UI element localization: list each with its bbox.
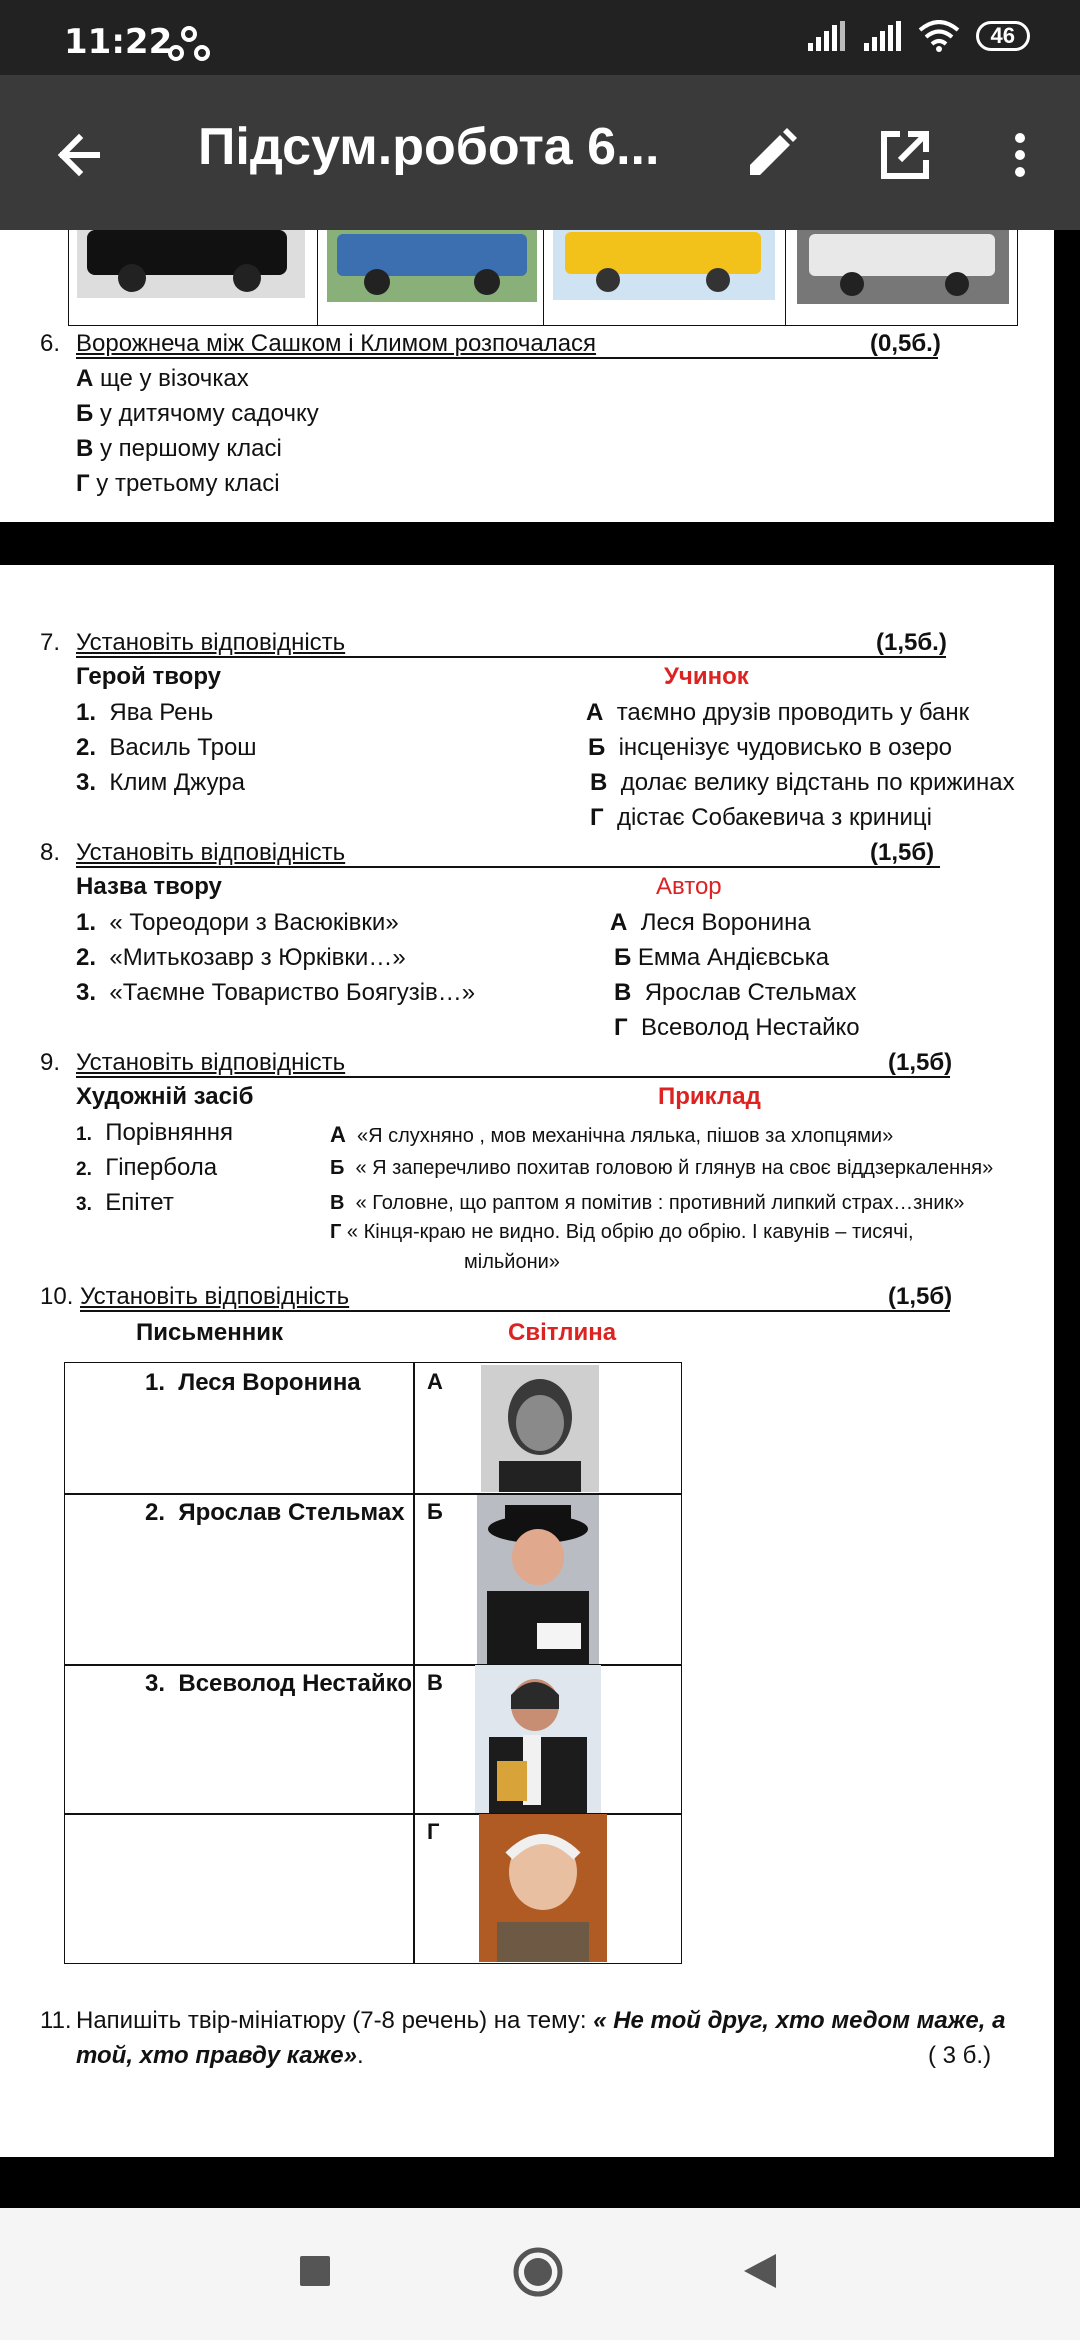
q8-question: Установіть відповідність [76, 839, 346, 866]
q9-right-c: В « Головне, що раптом я помітив : противний липкий страх…зник» [330, 1192, 965, 1214]
writers-photos-table [64, 1362, 682, 1964]
q7-number: 7. [40, 629, 61, 656]
q9-left-1: 1. Порівняння [76, 1119, 233, 1146]
q6-option-d: Г у третьому класі [76, 470, 280, 497]
table-divider [413, 1363, 415, 1963]
q9-right-d-continued: мільйони» [464, 1251, 560, 1273]
photo-letter-c: В [427, 1670, 443, 1695]
q9-right-b: Б « Я заперечливо похитав головою й глянув на своє віддзеркалення» [330, 1157, 994, 1179]
black-car-photo [77, 230, 305, 298]
writer-row-2: 2. Ярослав Стельмах [145, 1499, 405, 1526]
system-nav-bar [0, 2208, 1080, 2340]
q7-right-header: Учинок [664, 663, 749, 690]
q7-right-a: А таємно друзів проводить у банк [586, 699, 970, 726]
back-arrow-icon[interactable] [45, 120, 115, 190]
q7-left-2: 2. Василь Трош [76, 734, 257, 761]
photo-letter-a: А [427, 1369, 443, 1394]
q9-number: 9. [40, 1049, 61, 1076]
q8-right-b: Б Емма Андієвська [614, 944, 830, 971]
yellow-car-photo [553, 230, 775, 300]
blue-car-photo [327, 230, 537, 302]
q7-right-d: Г дістає Собакевича з криниці [590, 804, 932, 831]
q6-option-c: В у першому класі [76, 435, 282, 462]
writer-photo-a [481, 1365, 599, 1492]
writer-row-1: 1. Леся Воронина [145, 1369, 361, 1396]
page-gap [0, 522, 1080, 565]
q7-left-3: 3. Клим Джура [76, 769, 245, 796]
q9-question: Установіть відповідність [76, 1049, 346, 1076]
q6-points: (0,5б.) [870, 330, 941, 357]
car-cell-3 [543, 230, 786, 325]
q10-left-header: Письменник [136, 1319, 283, 1346]
status-time: 11:22 [64, 22, 173, 62]
q8-right-c: В Ярослав Стельмах [614, 979, 857, 1006]
q6-number: 6. [40, 330, 61, 357]
q9-right-a: А «Я слухняно , мов механічна лялька, пішов за хлопцями» [330, 1122, 894, 1147]
writer-photo-b [477, 1495, 599, 1664]
q7-question: Установіть відповідність [76, 629, 346, 656]
white-car-photo [797, 230, 1009, 304]
q10-right-header: Світлина [508, 1319, 617, 1346]
q8-number: 8. [40, 839, 61, 866]
status-bar [0, 0, 1080, 75]
status-icons [806, 20, 1030, 52]
signal-icon-2 [862, 21, 902, 51]
share-notification-icon [168, 26, 210, 62]
q7-underline [76, 656, 946, 658]
wifi-icon [918, 20, 960, 52]
q8-points: (1,5б) [870, 839, 935, 866]
signal-icon [806, 21, 846, 51]
q9-right-d: Г « Кінця-краю не видно. Від обрію до обрію. І кавунів – тисячі, [330, 1221, 914, 1243]
q10-points: (1,5б) [888, 1283, 953, 1310]
document-title: Підсум.робота 6... [198, 118, 660, 176]
document-page-2 [0, 565, 1054, 2157]
q8-left-2: 2. «Митькозавр з Юрківки…» [76, 944, 406, 971]
q9-right-header: Приклад [658, 1083, 761, 1110]
car-cell-4 [785, 230, 1017, 325]
q8-underline [76, 866, 940, 868]
q9-left-2: 2. Гіпербола [76, 1154, 218, 1181]
home-icon[interactable] [512, 2246, 564, 2298]
q7-points: (1,5б.) [876, 629, 947, 656]
writer-photo-d [479, 1814, 607, 1962]
document-page-1 [0, 230, 1054, 522]
car-cell-1 [69, 230, 318, 325]
q8-left-1: 1. « Тореодори з Васюківки» [76, 909, 399, 936]
q8-left-header: Назва твору [76, 873, 222, 900]
q8-right-d: Г Всеволод Нестайко [614, 1014, 860, 1041]
q7-left-header: Герой твору [76, 663, 222, 690]
q10-question: Установіть відповідність [80, 1283, 350, 1310]
recent-apps-icon[interactable] [298, 2254, 332, 2288]
q8-right-a: А Леся Воронина [610, 909, 811, 936]
q8-right-header: Автор [656, 873, 722, 900]
q7-right-b: Б інсценізує чудовисько в озеро [588, 734, 953, 761]
writer-row-3: 3. Всеволод Нестайко [145, 1670, 412, 1697]
car-cell-2 [317, 230, 544, 325]
q10-number: 10. [40, 1283, 74, 1310]
edit-pencil-icon[interactable] [735, 120, 805, 190]
back-nav-icon[interactable] [742, 2252, 778, 2290]
q9-left-3: 3. Епітет [76, 1189, 174, 1216]
q9-points: (1,5б) [888, 1049, 953, 1076]
q6-option-b: Б у дитячому садочку [76, 400, 319, 427]
q8-left-3: 3. «Таємне Товариство Боягузів…» [76, 979, 476, 1006]
q11-question: Напишіть твір-мініатюру (7-8 речень) на тему: « Не той друг, хто медом маже, а [76, 2007, 1006, 2034]
q6-underline [76, 357, 938, 359]
q11-question-cont: той, хто правду каже». [76, 2042, 364, 2069]
q7-left-1: 1. Ява Рень [76, 699, 214, 726]
more-options-icon[interactable] [985, 120, 1045, 190]
q11-points: ( 3 б.) [928, 2042, 992, 2069]
battery-indicator: 46 [976, 21, 1030, 51]
page-right-edge [1054, 230, 1080, 2157]
open-external-icon[interactable] [870, 120, 940, 190]
writer-photo-c [475, 1665, 601, 1813]
q9-underline [76, 1076, 950, 1078]
photo-letter-b: Б [427, 1499, 443, 1524]
q7-right-c: В долає велику відстань по крижинах [590, 769, 1015, 796]
q9-left-header: Художній засіб [76, 1083, 254, 1110]
q6-option-a: А ще у візочках [76, 365, 249, 392]
photo-letter-d: Г [427, 1819, 440, 1844]
app-bar [0, 75, 1080, 230]
q6-question: Ворожнеча між Сашком і Климом розпочалася [76, 330, 597, 357]
car-images-table [68, 230, 1018, 326]
q10-underline [80, 1310, 950, 1312]
q11-number: 11. [40, 2007, 72, 2034]
